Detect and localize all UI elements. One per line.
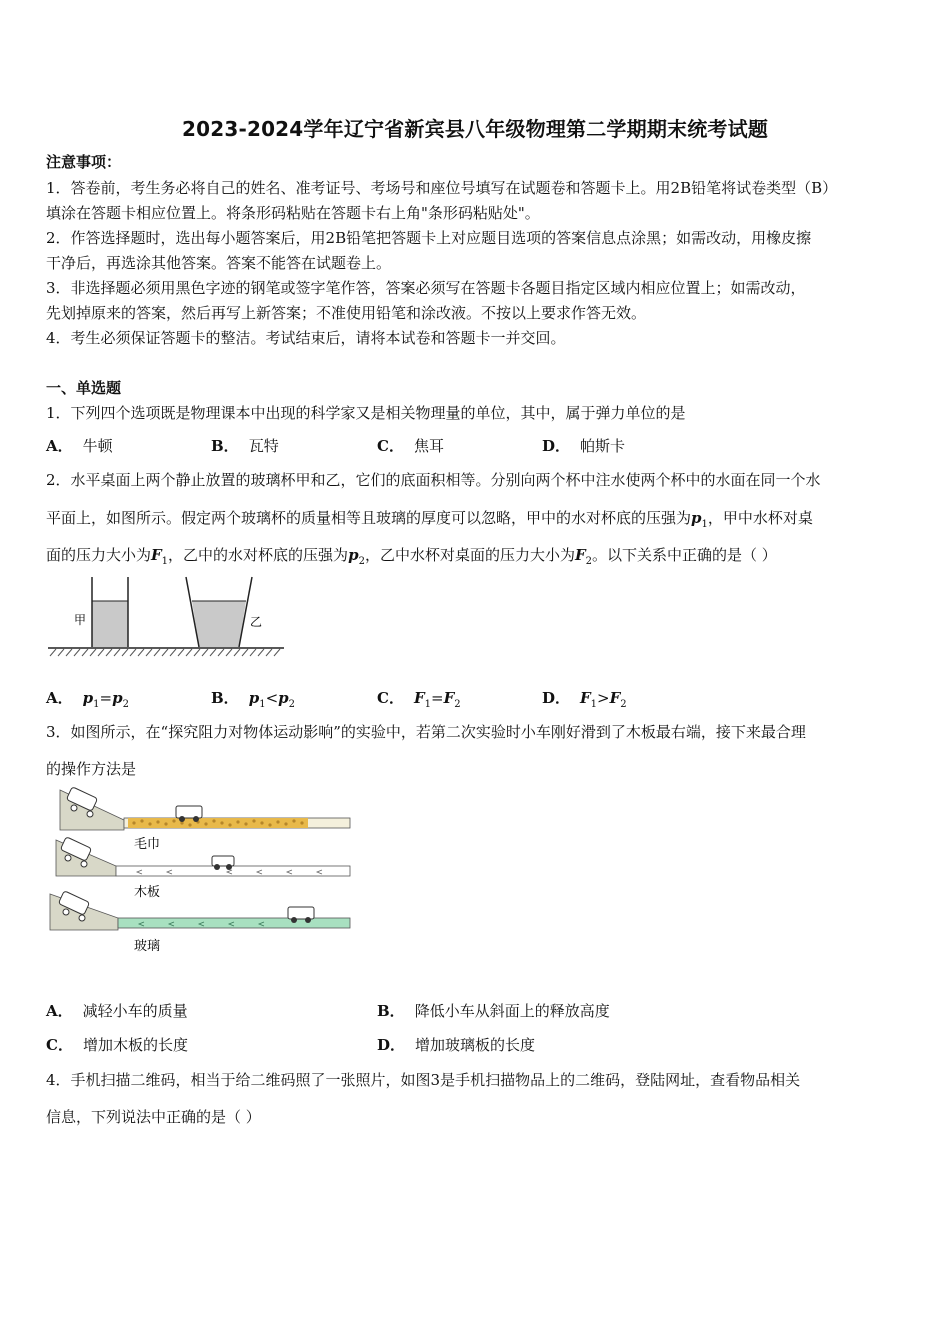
q3-option-c: C． 增加木板的长度 [46, 1036, 188, 1054]
wood-surface [116, 866, 350, 876]
page-title: 2023-2024学年辽宁省新宾县八年级物理第二学期期末统考试题 [181, 117, 769, 141]
q3-option-a: A． 减轻小车的质量 [46, 1002, 188, 1020]
q3-line1: 3．如图所示，在“探究阻力对物体运动影响”的实验中，若第二次实验时小车刚好滑到了木板最右端，接下来最合理 [46, 723, 806, 741]
table-hatching [50, 649, 280, 656]
notice-line: 3．非选择题必须用黑色字迹的钢笔或签字笔作答，答案必须写在答题卡各题目指定区域内相应位置上；如需改动， [46, 279, 806, 297]
q3-option-d: D． 增加玻璃板的长度 [377, 1036, 536, 1054]
q3-ramp-figure [46, 782, 356, 962]
towel-surface [128, 818, 308, 828]
cup-yi-label: 乙 [250, 615, 263, 629]
notice-line: 1．答卷前，考生务必将自己的姓名、准考证号、考场号和座位号填写在试题卷和答题卡上。用2B铅笔将试卷类型（B） [46, 179, 838, 197]
q2-option-d: D． $F_1>F_2$ [542, 689, 627, 710]
notice-line: 2．作答选择题时，选出每小题答案后，用2B铅笔把答题卡上对应题目选项的答案信息点涂黑；如需改动，用橡皮擦 [46, 229, 812, 247]
q1-option-b: B． 瓦特 [211, 437, 279, 455]
section-heading: 一、单选题 [46, 379, 122, 397]
glass-surface [118, 918, 350, 928]
q2-option-c: C． $F_1=F_2$ [377, 689, 461, 710]
cup-jia-label: 甲 [74, 613, 87, 627]
q2-cups-figure [46, 575, 286, 660]
cup-jia-water [92, 601, 128, 647]
notice-line: 填涂在答题卡相应位置上。将条形码粘贴在答题卡右上角"条形码粘贴处"。 [46, 204, 540, 222]
q4-line1: 4．手机扫描二维码，相当于给二维码照了一张照片，如图3是手机扫描物品上的二维码，登陆网址，查看物品相关 [46, 1071, 801, 1089]
q3-option-b: B． 降低小车从斜面上的释放高度 [377, 1002, 610, 1020]
q2-option-a: A． $p_1=p_2$ [46, 689, 129, 710]
q1-stem: 1．下列四个选项既是物理课本中出现的科学家又是相关物理量的单位，其中，属于弹力单位的是 [46, 404, 686, 422]
q2-line2: 平面上，如图所示。假定两个玻璃杯的质量相等且玻璃的厚度可以忽略，甲中的水对杯底的压强为$p_1$，甲中水杯对桌 [46, 509, 813, 530]
q2-line3: 面的压力大小为$F_1$，乙中的水对杯底的压强为$p_2$，乙中水杯对桌面的压力大小为$F_2$。以下关系中正确的是（ ） [46, 546, 777, 567]
notice-line: 干净后，再选涂其他答案。答案不能答在试题卷上。 [46, 254, 392, 272]
notice-line: 4．考生必须保证答题卡的整洁。考试结束后，请将本试卷和答题卡一并交回。 [46, 329, 566, 347]
cup-yi-water [192, 601, 246, 647]
towel-label: 毛巾 [134, 837, 161, 852]
glass-label: 玻璃 [134, 939, 161, 954]
q2-line1: 2．水平桌面上两个静止放置的玻璃杯甲和乙，它们的底面积相等。分别向两个杯中注水使两个杯中的水面在同一个水 [46, 471, 821, 489]
q4-line2: 信息，下列说法中正确的是（ ） [46, 1108, 261, 1126]
q1-option-d: D． 帕斯卡 [542, 437, 626, 455]
notice-line: 先划掉原来的答案，然后再写上新答案；不准使用铅笔和涂改液。不按以上要求作答无效。 [46, 304, 647, 322]
q1-option-a: A． 牛顿 [46, 437, 113, 455]
q1-option-c: C． 焦耳 [377, 437, 444, 455]
notice-heading: 注意事项： [46, 153, 122, 171]
q3-line2: 的操作方法是 [46, 760, 137, 778]
q2-option-b: B． $p_1<p_2$ [211, 689, 296, 710]
wood-label: 木板 [134, 885, 161, 900]
